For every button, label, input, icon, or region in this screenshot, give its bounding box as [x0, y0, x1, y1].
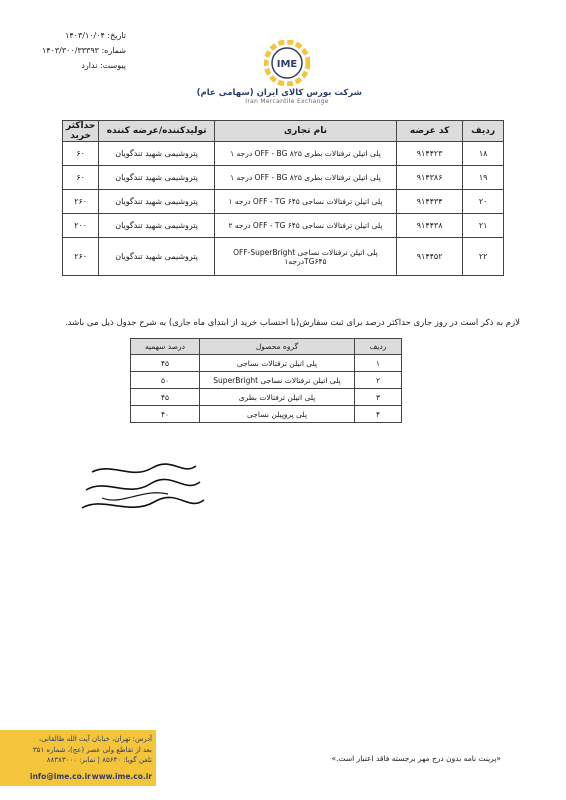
quota-note: لازم به ذکر است در روز جاری حداکثر درصد برای ثبت سفارش(با احتساب خرید از ابتدای ماه جاری) به شرح جدول ذیل می باشد. — [64, 318, 520, 328]
cell-row: ۳ — [355, 389, 402, 406]
letter-meta — [16, 28, 126, 73]
cell-group: پلی اتیلن ترفتالات نساجی — [200, 355, 355, 372]
cell-row: ۴ — [355, 406, 402, 423]
cell-producer: پتروشیمی شهید تندگویان — [99, 142, 215, 166]
cell-percent: ۴۵ — [131, 389, 200, 406]
col-row: ردیف — [463, 121, 504, 142]
cell-producer: پتروشیمی شهید تندگویان — [99, 166, 215, 190]
cell-name: پلی اتیلن ترفتالات نساجی OFF - TG ۶۴۵ درجه ۱ — [214, 190, 396, 214]
footer-website[interactable]: www.ime.co.ir — [91, 772, 152, 781]
letter-attachment: پیوست: ندارد — [81, 61, 126, 70]
cell-row: ۱۹ — [463, 166, 504, 190]
cell-group: پلی اتیلن ترفتالات نساجی SuperBright — [200, 372, 355, 389]
company-logo — [196, 40, 362, 105]
cell-max: ۲۰۰ — [63, 214, 99, 238]
cell-producer: پتروشیمی شهید تندگویان — [99, 214, 215, 238]
quota-table-header — [131, 339, 402, 355]
cell-row: ۲۰ — [463, 190, 504, 214]
cell-row: ۲۱ — [463, 214, 504, 238]
col-code: کد عرضه — [397, 121, 463, 142]
cell-row: ۱۸ — [463, 142, 504, 166]
address-line: تلفن گویا: ۸۵۶۴۰ | نمابر: ۸۸۳۸۳۰۰۰ — [46, 756, 152, 764]
cell-code: ۹۱۴۳۸۶ — [397, 166, 463, 190]
signature-icon — [72, 458, 212, 518]
company-name-fa: شرکت بورس کالای ایران (سهامی عام) — [196, 88, 362, 98]
table-row — [131, 406, 402, 423]
footer-contacts — [30, 772, 152, 781]
address-line: آدرس: تهران، خیابان آیت الله طالقانی، — [38, 735, 152, 743]
cell-group: پلی پروپیلن نساجی — [200, 406, 355, 423]
footer-address — [30, 734, 152, 766]
cell-code: ۹۱۴۴۳۴ — [397, 190, 463, 214]
signature — [72, 458, 212, 518]
table-row — [63, 190, 504, 214]
cell-group: پلی اتیلن ترفتالات بطری — [200, 389, 355, 406]
cell-max: ۲۶۰ — [63, 190, 99, 214]
letter-number: شماره: ۱۴۰۳/۳۰۰/۳۳۳۹۳ — [41, 46, 126, 55]
cell-name: پلی اتیلن ترفتالات نساجی OFF - TG ۶۴۵ درجه ۲ — [214, 214, 396, 238]
col-producer: تولیدکننده/عرضه کننده — [99, 121, 215, 142]
cell-producer: پتروشیمی شهید تندگویان — [99, 190, 215, 214]
col-name: نام تجاری — [214, 121, 396, 142]
cell-max: ۲۶۰ — [63, 238, 99, 276]
cell-max: ۶۰ — [63, 142, 99, 166]
cell-producer: پتروشیمی شهید تندگویان — [99, 238, 215, 276]
table-row — [131, 355, 402, 372]
table-row — [63, 238, 504, 276]
disclaimer: «پرینت نامه بدون درج مهر برجسته فاقد اعتبار است.» — [331, 754, 501, 763]
cell-row: ۲ — [355, 372, 402, 389]
cell-percent: ۴۰ — [131, 406, 200, 423]
table-row — [131, 389, 402, 406]
col-percent: درصد سهمیه — [131, 339, 200, 355]
cell-name: پلی اتیلن ترفتالات بطری OFF - BG ۸۲۵ درجه ۱ — [214, 166, 396, 190]
cell-row: ۱ — [355, 355, 402, 372]
quota-table — [130, 338, 402, 423]
cell-code: ۹۱۴۴۲۳ — [397, 142, 463, 166]
address-line: بعد از تقاطع ولی عصر (عج)، شماره ۳۵۱ — [32, 745, 152, 754]
table-row — [63, 166, 504, 190]
table-row — [63, 214, 504, 238]
col-row: ردیف — [355, 339, 402, 355]
table-row — [131, 372, 402, 389]
col-max: حداکثر خرید — [63, 121, 99, 142]
table-row — [63, 142, 504, 166]
cell-percent: ۵۰ — [131, 372, 200, 389]
cell-name: پلی اتیلن ترفتالات بطری OFF - BG ۸۲۵ درجه ۱ — [214, 142, 396, 166]
letter-date: تاریخ: ۱۴۰۳/۱۰/۰۴ — [65, 31, 126, 40]
footer-email[interactable]: info@ime.co.ir — [30, 772, 91, 781]
offers-table-header — [63, 121, 504, 142]
cell-percent: ۴۵ — [131, 355, 200, 372]
cell-name: پلی اتیلن ترفتالات نساجی OFF-SuperBright TG۶۴۵درجه۱ — [214, 238, 396, 276]
cell-max: ۶۰ — [63, 166, 99, 190]
col-group: گروه محصول — [200, 339, 355, 355]
company-name-en: Iran Mercantile Exchange — [245, 98, 329, 105]
cell-code: ۹۱۴۴۳۸ — [397, 214, 463, 238]
cell-row: ۲۲ — [463, 238, 504, 276]
logo-text: IME — [276, 59, 298, 70]
cell-code: ۹۱۴۴۵۲ — [397, 238, 463, 276]
offers-table — [62, 120, 504, 276]
ime-logo-icon — [264, 40, 310, 86]
